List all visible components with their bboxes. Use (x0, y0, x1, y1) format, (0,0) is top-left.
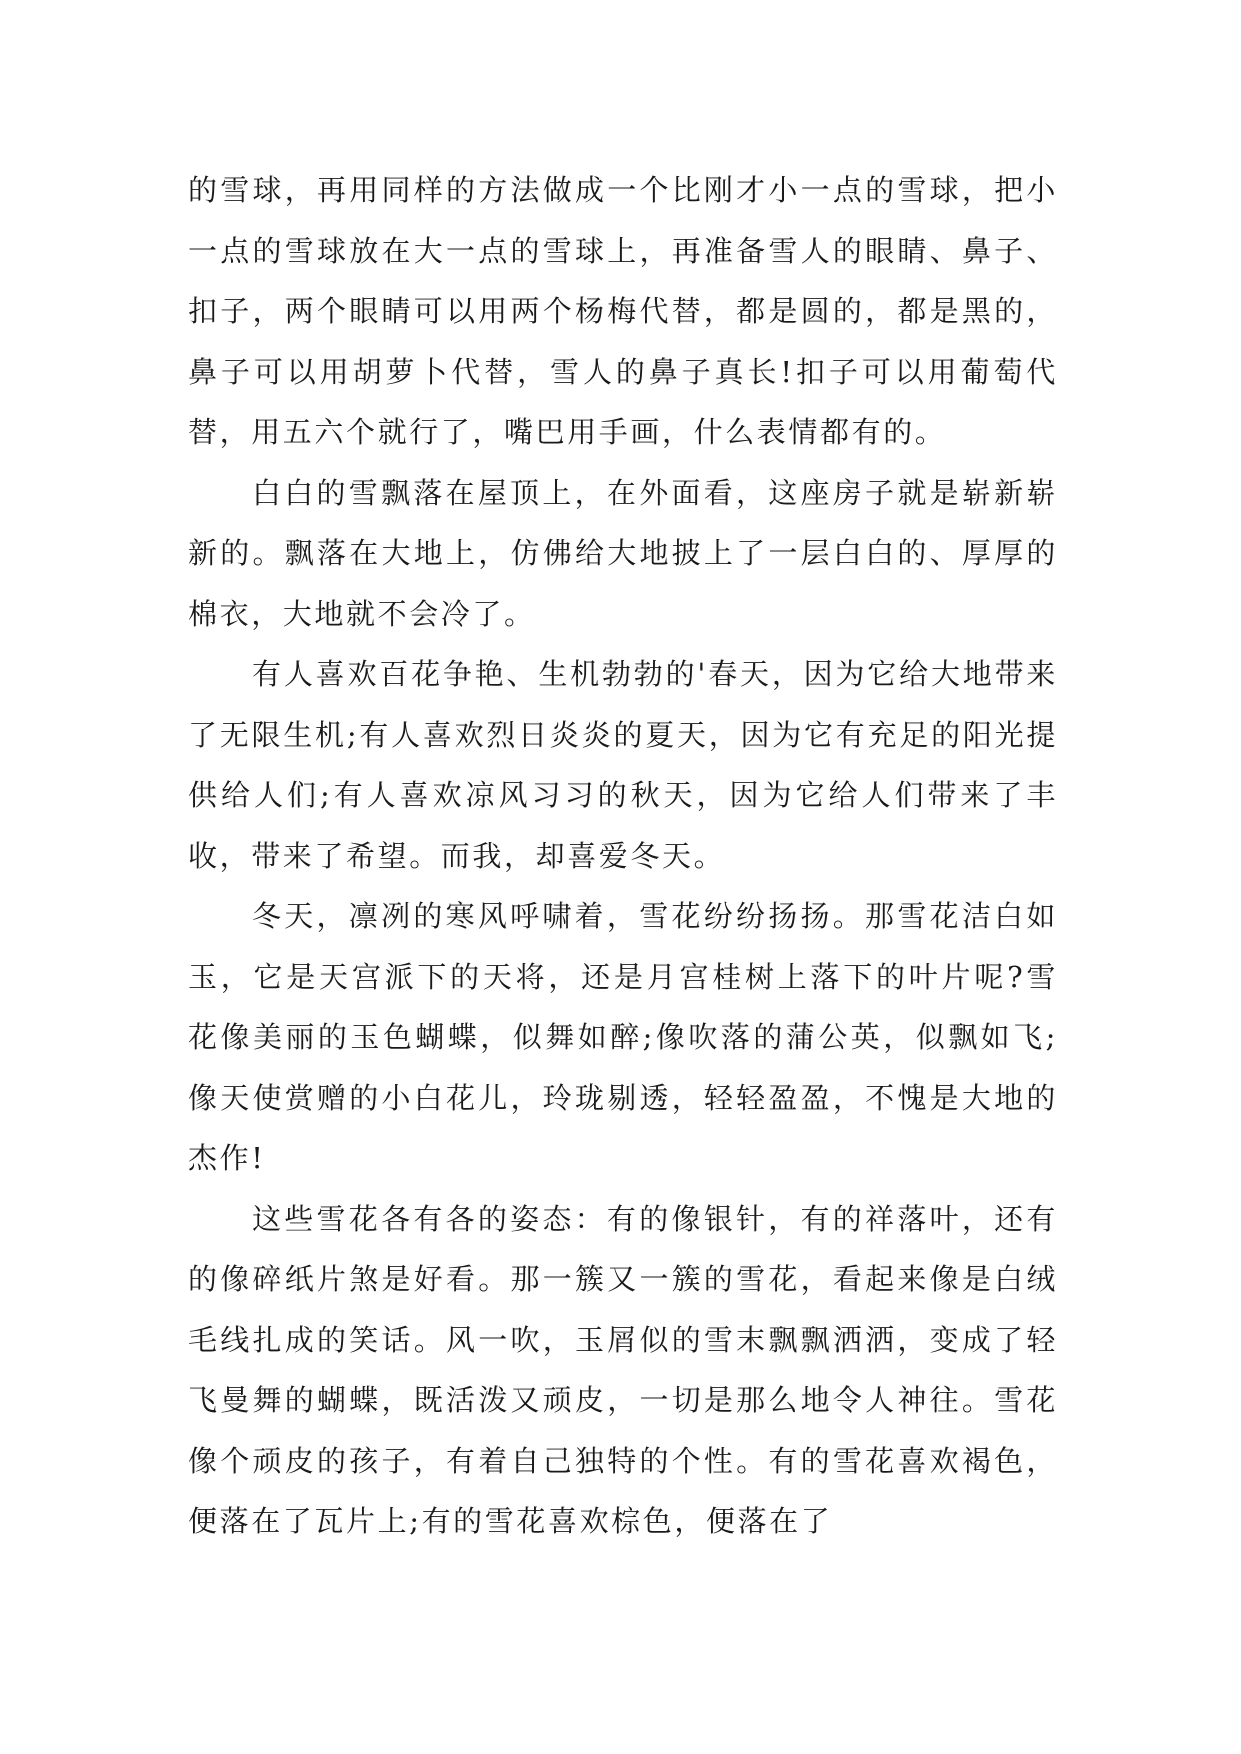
paragraph-3: 有人喜欢百花争艳、生机勃勃的'春天，因为它给大地带来了无限生机;有人喜欢烈日炎炎的夏天，因为它有充足的阳光提供给人们;有人喜欢凉风习习的秋天，因为它给人们带来了丰收，带来了希望。而我，却喜爱冬天。 (188, 657, 1058, 873)
paragraph-2: 白白的雪飘落在屋顶上，在外面看，这座房子就是崭新崭新的。飘落在大地上，仿佛给大地披上了一层白白的、厚厚的棉衣，大地就不会冷了。 (188, 475, 1058, 631)
paragraph-1: 的雪球，再用同样的方法做成一个比刚才小一点的雪球，把小一点的雪球放在大一点的雪球上，再准备雪人的眼睛、鼻子、扣子，两个眼睛可以用两个杨梅代替，都是圆的，都是黑的，鼻子可以用胡萝卜代替，雪人的鼻子真长!扣子可以用葡萄代替，用五六个就行了，嘴巴用手画，什么表情都有的。 (188, 173, 1058, 449)
paragraph-5: 这些雪花各有各的姿态：有的像银针，有的祥落叶，还有的像碎纸片煞是好看。那一簇又一簇的雪花，看起来像是白绒毛线扎成的笑话。风一吹，玉屑似的雪末飘飘洒洒，变成了轻飞曼舞的蝴蝶，既活泼又顽皮，一切是那么地令人神往。雪花像个顽皮的孩子，有着自己独特的个性。有的雪花喜欢褐色，便落在了瓦片上;有的雪花喜欢棕色，便落在了 (188, 1201, 1058, 1538)
document-body (188, 160, 1058, 1552)
paragraph-4: 冬天，凛冽的寒风呼啸着，雪花纷纷扬扬。那雪花洁白如玉，它是天宫派下的天将，还是月宫桂树上落下的叶片呢?雪花像美丽的玉色蝴蝶，似舞如醉;像吹落的蒲公英，似飘如飞;像天使赏赠的小白花儿，玲珑剔透，轻轻盈盈，不愧是大地的杰作! (188, 899, 1058, 1175)
